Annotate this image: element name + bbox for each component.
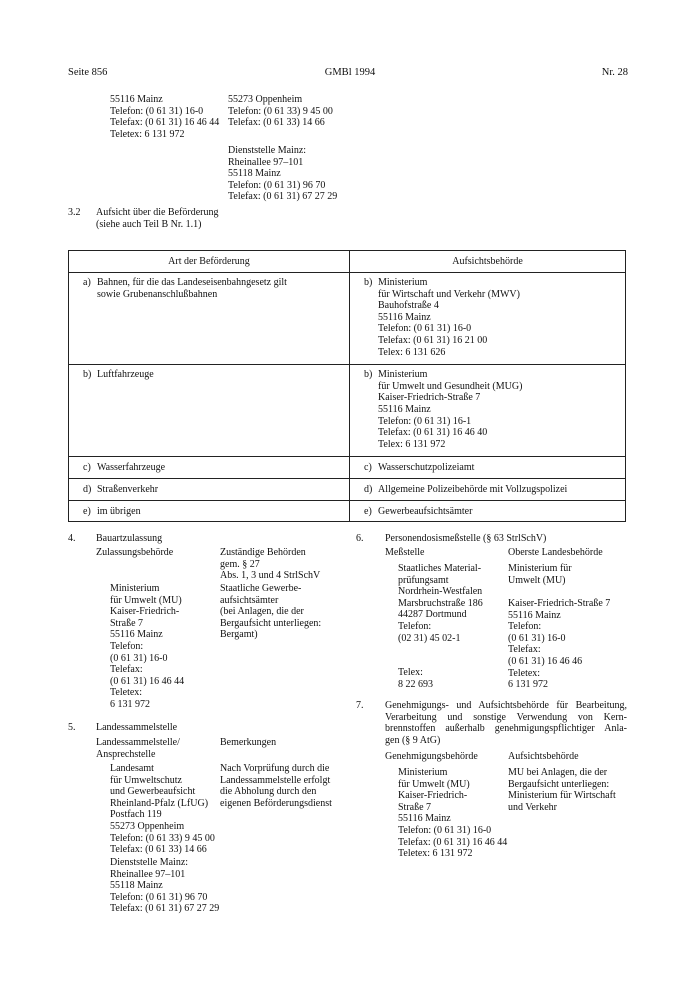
text-line: Telefon: (0 61 31) 16-1 (378, 415, 472, 427)
text-line: Bergaufsicht unterliegen: (508, 778, 610, 790)
text-line: Kaiser-Friedrich- (398, 790, 468, 802)
section-7-col1-head: Genehmigungsbehörde (385, 751, 478, 762)
text-line: 6 131 972 (508, 679, 548, 691)
text-line: Telex: 6 131 972 (378, 438, 446, 450)
section-3-2-heading (96, 207, 218, 230)
text-line: Teletex: 6 131 972 (398, 848, 473, 860)
item-text (97, 484, 158, 496)
cell-transport-type (69, 457, 350, 479)
item-text (378, 462, 474, 474)
section-3-2-number: 3.2 (68, 207, 81, 218)
text-line: Rheinallee 97–101 (110, 868, 186, 880)
text-line: Postfach 119 (110, 809, 162, 821)
item-label: d) (364, 484, 373, 496)
text-line: für Umweltschutz (110, 774, 182, 786)
section-6-col1-telex (398, 667, 433, 690)
text-line: Telefon: (0 61 33) 9 45 00 (228, 105, 333, 117)
section-5-title: Landessammelstelle (96, 722, 178, 733)
section-5-number: 5. (68, 722, 76, 733)
text-line: Telefon: (0 61 31) 16-0 (378, 323, 472, 335)
section-5-col2-head: Bemerkungen (220, 737, 277, 748)
text-line: 55116 Mainz (378, 403, 431, 415)
text-line: Zuständige Behörden (220, 547, 306, 558)
text-line: Dienststelle Mainz: (110, 857, 189, 868)
section-4-col1 (110, 583, 184, 711)
section-7-col2 (508, 767, 616, 813)
text-line: Rheinland-Pfalz (LfUG) (110, 797, 209, 809)
cell-authority (350, 501, 626, 522)
item-text (378, 277, 520, 358)
item-text (97, 506, 141, 518)
text-line: die Abholung durch den (220, 786, 317, 798)
text-line: (0 61 31) 16 46 46 (508, 655, 583, 667)
text-line: Telefon: (0 61 31) 96 70 (228, 179, 326, 191)
table-row (69, 479, 626, 501)
cell-authority (350, 457, 626, 479)
item-text (97, 369, 154, 381)
text-line: Staatliches Material- (398, 563, 482, 574)
item-label: c) (83, 462, 91, 474)
text-line: (siehe auch Teil B Nr. 1.1) (96, 218, 202, 230)
text-line: Bahnen, für die das Landeseisenbahngesetz gilt (97, 277, 287, 288)
text-line: für Umwelt und Gesundheit (MUG) (378, 380, 523, 392)
section-4-col2-head (220, 547, 320, 582)
text-line: Telefon: (508, 621, 542, 633)
text-line: 6 131 972 (110, 698, 150, 710)
text-line: 8 22 693 (398, 678, 433, 690)
top-address-col1 (110, 94, 219, 140)
text-line: Straße 7 (110, 617, 144, 629)
text-line: Bergamt) (220, 629, 258, 641)
section-6-col2b (508, 598, 610, 691)
text-line: Telex: 6 131 626 (378, 346, 446, 358)
text-line: Verarbeitung und sonstige Verwendung von Kern- (385, 711, 627, 723)
text-line: Telefon: (0 61 31) 16-0 (398, 824, 492, 836)
text-line: Ministerium (378, 369, 428, 381)
text-line: Landessammelstelle/ (96, 737, 180, 748)
text-line: Dienststelle Mainz: (228, 145, 307, 156)
text-line: Abs. 1, 3 und 4 StrlSchV (220, 570, 321, 582)
text-line: Ministerium (398, 767, 448, 778)
text-line: 55116 Mainz (398, 813, 451, 825)
text-line: Kaiser-Friedrich- (110, 606, 180, 618)
text-line: Telefax: (0 61 33) 14 66 (228, 117, 325, 129)
text-line: eigenen Beförderungsdienst (220, 797, 332, 809)
text-line: Telefax: (0 61 31) 67 27 29 (228, 191, 338, 203)
text-line: Telefon: (0 61 31) 16-0 (110, 105, 204, 117)
text-line: für Umwelt (MU) (398, 778, 470, 790)
text-line: für Umwelt (MU) (110, 594, 182, 606)
section-7-heading (385, 700, 627, 746)
page-number: Seite 856 (68, 67, 108, 78)
text-line: Allgemeine Polizeibehörde mit Vollzugspolizei (378, 484, 568, 496)
text-line: Telefon: (0 61 33) 9 45 00 (110, 832, 215, 844)
text-line: aufsichtsämter (220, 594, 279, 606)
section-4-col1-head: Zulassungsbehörde (96, 547, 174, 558)
section-5-col2 (220, 763, 332, 809)
text-line: 55116 Mainz (378, 311, 431, 323)
text-line: Wasserschutzpolizeiamt (378, 462, 475, 474)
text-line: 55273 Oppenheim (110, 820, 185, 832)
text-line: Wasserfahrzeuge (97, 462, 166, 474)
text-line: Straße 7 (398, 801, 432, 813)
section-5-col1 (110, 763, 215, 856)
top-address-col2 (228, 94, 333, 129)
text-line: Genehmigungs- und Aufsichtsbehörde für Bearbeitung, (385, 700, 627, 711)
section-6-col1-head: Meßstelle (385, 547, 425, 558)
section-5-dienststelle (110, 857, 219, 915)
text-line: Teletex: 6 131 972 (110, 128, 185, 140)
text-line: Telefon: (110, 640, 144, 652)
text-line: Telefax: (0 61 31) 16 46 44 (398, 836, 508, 848)
text-line: 55118 Mainz (110, 880, 163, 892)
text-line: Telefax: (508, 644, 541, 656)
text-line: (02 31) 45 02-1 (398, 632, 461, 644)
text-line: Nordrhein-Westfalen (398, 586, 483, 598)
section-6-title: Personendosismeßstelle (§ 63 StrlSchV) (385, 533, 547, 544)
table-row (69, 501, 626, 522)
text-line: Telefon: (0 61 31) 96 70 (110, 891, 208, 903)
table-header-right: Aufsichtsbehörde (350, 251, 626, 273)
item-text (97, 462, 165, 474)
section-6-col2 (508, 563, 572, 586)
cell-authority (350, 365, 626, 457)
text-line: Rheinallee 97–101 (228, 156, 304, 168)
text-line: 55118 Mainz (228, 168, 281, 180)
cell-transport-type (69, 365, 350, 457)
text-line: Ministerium für Wirtschaft (508, 790, 616, 802)
text-line: und Gewerbeaufsicht (110, 786, 196, 798)
section-4-col2 (220, 583, 321, 641)
text-line: sowie Grubenanschlußbahnen (97, 288, 218, 300)
text-line: gem. § 27 (220, 558, 260, 570)
text-line: Teletex: (110, 687, 143, 699)
cell-transport-type (69, 479, 350, 501)
text-line: Ministerium für (508, 563, 572, 574)
text-line: Teletex: (508, 667, 541, 679)
table-row (69, 457, 626, 479)
text-line: Kaiser-Friedrich-Straße 7 (508, 598, 611, 609)
table-row (69, 365, 626, 457)
text-line: Ministerium (378, 277, 428, 288)
text-line: Ministerium (110, 583, 160, 594)
text-line: Ansprechstelle (96, 748, 156, 760)
item-label: c) (364, 462, 372, 474)
text-line: Telefon: (398, 620, 432, 632)
transport-supervision-table (68, 250, 626, 522)
item-label: d) (83, 484, 92, 496)
text-line: Bauhofstraße 4 (378, 300, 439, 312)
text-line: Telefax: (0 61 31) 16 46 40 (378, 427, 488, 439)
text-line: Straßenverkehr (97, 484, 159, 496)
text-line: im übrigen (97, 505, 141, 517)
cell-transport-type (69, 273, 350, 365)
text-line: für Wirtschaft und Verkehr (MWV) (378, 288, 520, 300)
section-6-col2-head: Oberste Landesbehörde (508, 547, 603, 558)
table-row (69, 273, 626, 365)
item-text (378, 369, 522, 450)
text-line: gen (§ 9 AtG) (385, 734, 441, 746)
text-line: 55116 Mainz (508, 609, 561, 621)
text-line: Marsbruchstraße 186 (398, 597, 483, 609)
item-text (378, 506, 472, 518)
text-line: Telex: (398, 667, 423, 678)
text-line: 55273 Oppenheim (228, 94, 303, 105)
item-label: b) (83, 369, 92, 381)
text-line: brennstoffen außerhalb genehmigungspflichtiger Anla- (385, 723, 627, 735)
item-label: b) (364, 277, 373, 288)
section-5-col1-head (96, 737, 180, 760)
text-line: Telefax: (0 61 31) 16 46 44 (110, 117, 220, 129)
text-line: 55116 Mainz (110, 629, 163, 641)
text-line: Luftfahrzeuge (97, 369, 154, 381)
section-7-col1 (398, 767, 507, 860)
text-line: Kaiser-Friedrich-Straße 7 (378, 392, 481, 404)
item-text (97, 277, 287, 300)
text-line: 55116 Mainz (110, 94, 163, 105)
text-line: (bei Anlagen, die der (220, 606, 304, 618)
top-dienststelle (228, 145, 337, 203)
text-line: Gewerbeaufsichtsämter (378, 505, 473, 517)
journal-title: GMBl 1994 (324, 67, 376, 78)
text-line: (0 61 31) 16 46 44 (110, 675, 185, 687)
text-line: Aufsicht über die Beförderung (96, 207, 219, 218)
text-line: 44287 Dortmund (398, 609, 467, 621)
text-line: prüfungsamt (398, 574, 449, 586)
text-line: und Verkehr (508, 801, 557, 813)
section-7-number: 7. (356, 700, 364, 711)
text-line: (0 61 31) 16-0 (508, 632, 566, 644)
item-label: b) (364, 369, 373, 381)
section-4-title: Bauartzulassung (96, 533, 163, 544)
item-label: e) (83, 505, 91, 517)
text-line: MU bei Anlagen, die der (508, 767, 608, 778)
section-4-number: 4. (68, 533, 76, 544)
text-line: Nach Vorprüfung durch die (220, 763, 330, 774)
item-label: e) (364, 505, 372, 517)
item-text (378, 484, 567, 496)
text-line: Landesamt (110, 763, 154, 774)
table-header-row (69, 251, 626, 273)
section-6-col1 (398, 563, 483, 644)
text-line: Telefax: (0 61 33) 14 66 (110, 844, 207, 856)
text-line: Telefax: (0 61 31) 16 21 00 (378, 334, 488, 346)
cell-authority (350, 273, 626, 365)
issue-number: Nr. 28 (601, 67, 628, 78)
text-line: Telefax: (0 61 31) 67 27 29 (110, 903, 220, 915)
cell-authority (350, 479, 626, 501)
cell-transport-type (69, 501, 350, 522)
text-line: Staatliche Gewerbe- (220, 583, 302, 594)
text-line: Bergaufsicht unterliegen: (220, 617, 322, 629)
text-line: Landessammelstelle erfolgt (220, 774, 331, 786)
table-header-left: Art der Beförderung (69, 251, 350, 273)
text-line: Telefax: (110, 664, 143, 676)
text-line: (0 61 31) 16-0 (110, 652, 168, 664)
section-7-col2-head: Aufsichtsbehörde (508, 751, 579, 762)
section-6-number: 6. (356, 533, 364, 544)
item-label: a) (83, 277, 91, 288)
text-line: Umwelt (MU) (508, 574, 566, 586)
